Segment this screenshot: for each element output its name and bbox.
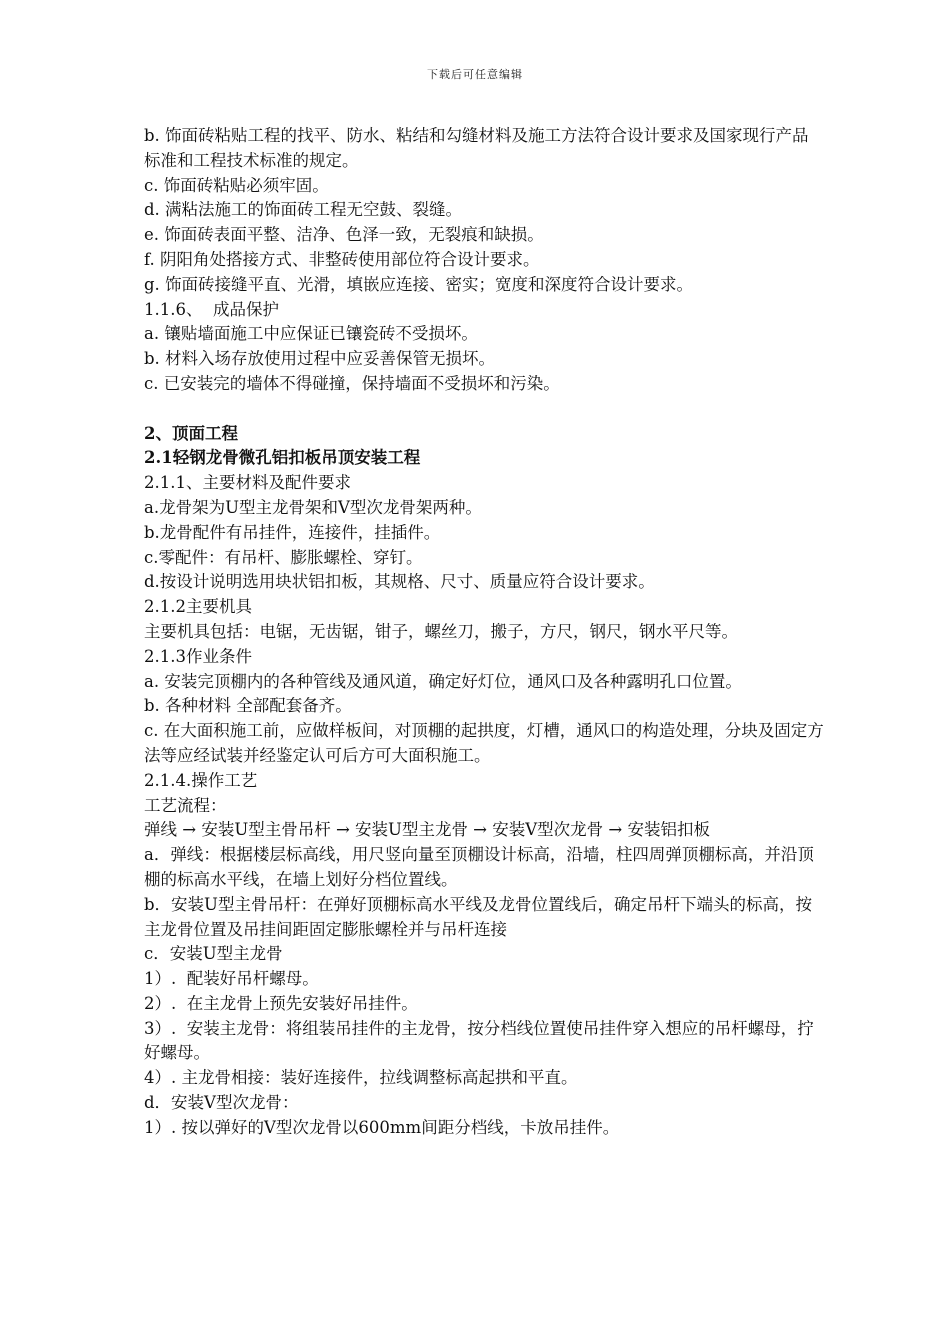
paragraph: 1.1.6、 成品保护 — [144, 299, 279, 319]
paragraph: a.龙骨架为U型主龙骨架和V型次龙骨架两种。 — [144, 497, 482, 517]
page-header: 下载后可任意编辑 — [427, 68, 523, 81]
paragraph: 主要机具包括：电锯，无齿锯，钳子，螺丝刀，搬子，方尺，钢尺，钢水平尺等。 — [144, 621, 738, 641]
paragraph: c.零配件：有吊杆、膨胀螺栓、穿钉。 — [144, 547, 423, 567]
paragraph: d．安装V型次龙骨： — [144, 1093, 299, 1113]
paragraph: c．安装U型主龙骨 — [144, 944, 283, 964]
paragraph: 2.1.1、主要材料及配件要求 — [144, 473, 351, 493]
document-body — [144, 124, 824, 1141]
paragraph: b.龙骨配件有吊挂件，连接件，挂插件。 — [144, 522, 441, 542]
paragraph: c. 在大面积施工前，应做样板间，对顶棚的起拱度，灯槽，通风口的构造处理，分块及固定方法等应经试装并经鉴定认可后方可大面积施工。 — [144, 721, 824, 765]
section-heading: 2、顶面工程 — [144, 423, 238, 443]
section-heading: 2.1轻钢龙骨微孔铝扣板吊顶安装工程 — [144, 448, 421, 468]
paragraph: 2.1.3作业条件 — [144, 646, 252, 666]
paragraph: c. 已安装完的墙体不得碰撞，保持墙面不受损坏和污染。 — [144, 373, 560, 393]
paragraph: 工艺流程： — [144, 795, 227, 815]
paragraph: 1）. 按以弹好的V型次龙骨以600mm间距分档线，卡放吊挂件。 — [144, 1117, 620, 1137]
paragraph: f. 阴阳角处搭接方式、非整砖使用部位符合设计要求。 — [144, 249, 540, 269]
paragraph: 4）. 主龙骨相接：装好连接件，拉线调整标高起拱和平直。 — [144, 1068, 578, 1088]
paragraph: d. 满粘法施工的饰面砖工程无空鼓、裂缝。 — [144, 200, 463, 220]
paragraph: 3）. 安装主龙骨：将组装吊挂件的主龙骨，按分档线位置使吊挂件穿入想应的吊杆螺母，拧好螺母。 — [144, 1018, 814, 1063]
paragraph: a. 镶贴墙面施工中应保证已镶瓷砖不受损坏。 — [144, 324, 478, 344]
paragraph: b. 饰面砖粘贴工程的找平、防水、粘结和勾缝材料及施工方法符合设计要求及国家现行产品标准和工程技术标准的规定。 — [144, 126, 809, 170]
paragraph-gap — [144, 397, 824, 422]
paragraph: c. 饰面砖粘贴必须牢固。 — [144, 175, 329, 195]
paragraph: b．安装U型主骨吊杆：在弹好顶棚标高水平线及龙骨位置线后，确定吊杆下端头的标高，按主龙骨位置及吊挂间距固定膨胀螺栓并与吊杆连接 — [144, 894, 812, 939]
paragraph: a．弹线：根据楼层标高线，用尺竖向量至顶棚设计标高，沿墙，柱四周弹顶棚标高，并沿顶棚的标高水平线，在墙上划好分档位置线。 — [144, 845, 814, 889]
paragraph: 2.1.2主要机具 — [144, 597, 252, 617]
paragraph: 2）. 在主龙骨上预先安装好吊挂件。 — [144, 993, 418, 1013]
paragraph: b. 材料入场存放使用过程中应妥善保管无损坏。 — [144, 349, 496, 369]
paragraph: g. 饰面砖接缝平直、光滑，填嵌应连接、密实；宽度和深度符合设计要求。 — [144, 274, 694, 294]
paragraph: d.按设计说明选用块状铝扣板，其规格、尺寸、质量应符合设计要求。 — [144, 572, 655, 592]
paragraph: 2.1.4.操作工艺 — [144, 770, 258, 790]
paragraph: a. 安装完顶棚内的各种管线及通风道，确定好灯位，通风口及各种露明孔口位置。 — [144, 671, 742, 691]
paragraph: 弹线 → 安装U型主骨吊杆 → 安装U型主龙骨 → 安装V型次龙骨 → 安装铝扣板 — [144, 820, 710, 840]
paragraph: b. 各种材料 全部配套备齐。 — [144, 696, 352, 716]
paragraph: e. 饰面砖表面平整、洁净、色泽一致，无裂痕和缺损。 — [144, 225, 544, 245]
paragraph: 1）. 配装好吊杆螺母。 — [144, 969, 319, 989]
